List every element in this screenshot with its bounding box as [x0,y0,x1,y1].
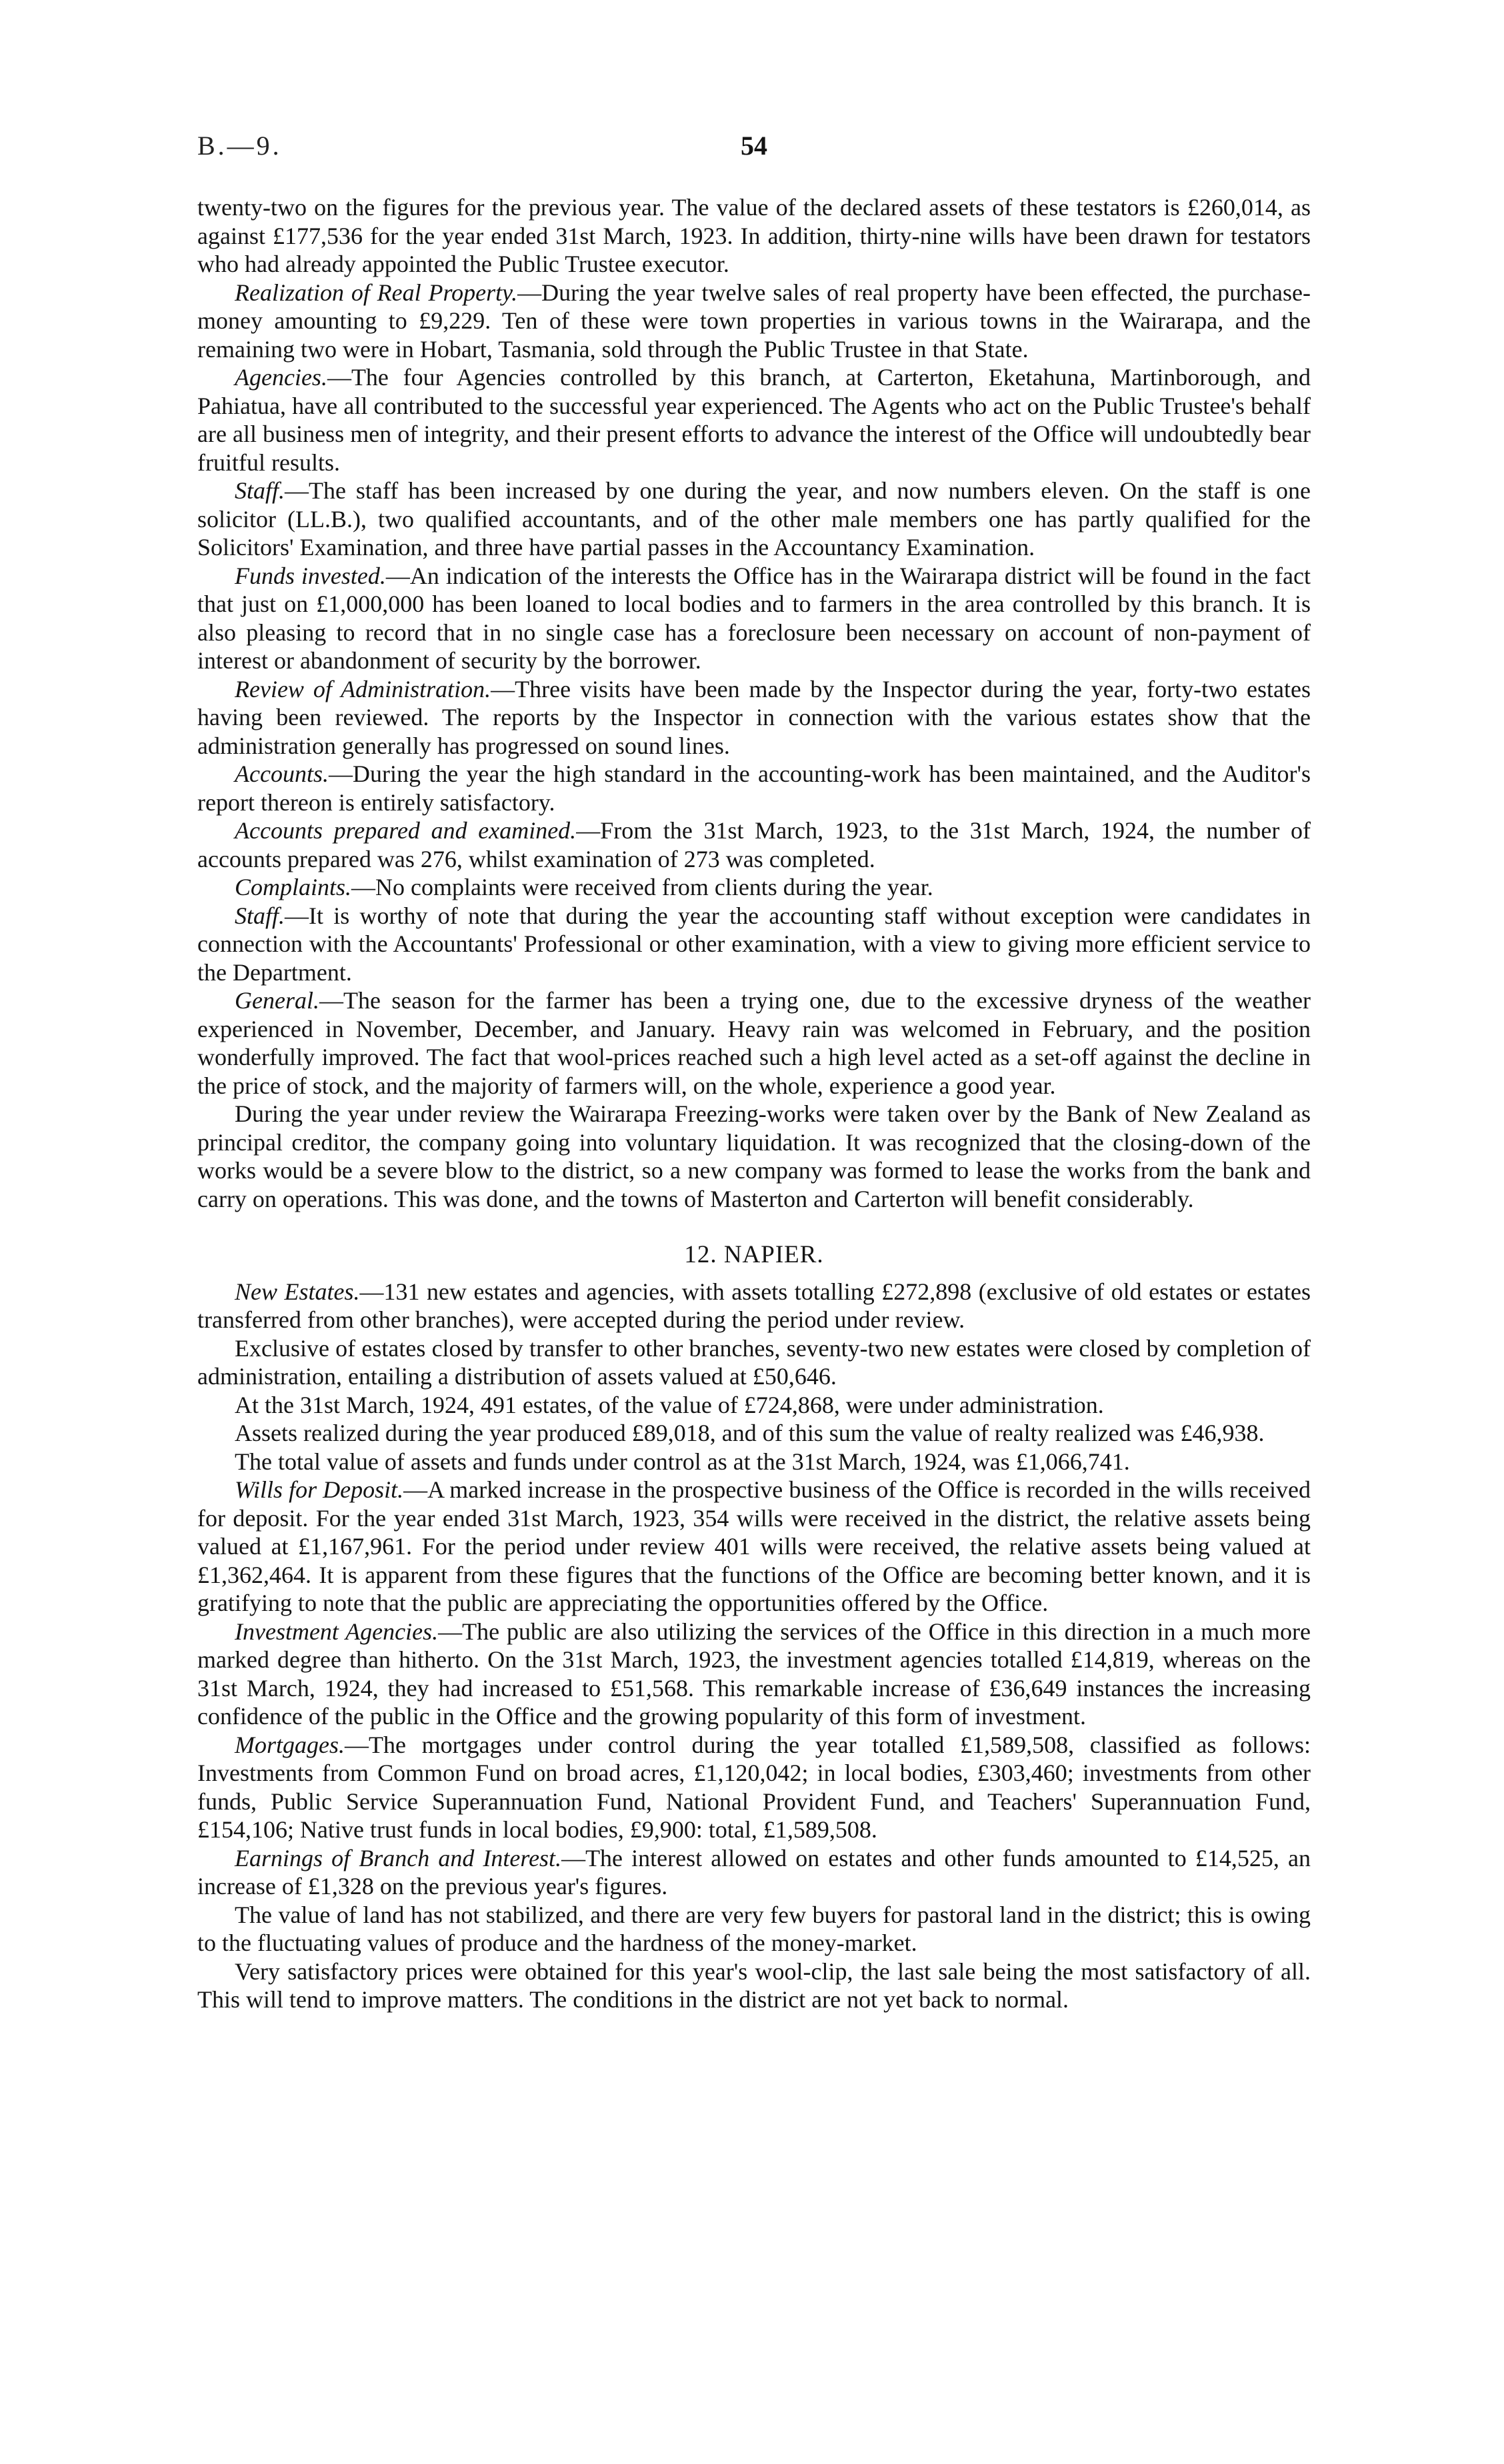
body-text [197,193,1311,2014]
paragraph-text: During the year under review the Wairarapa Freezing-works were taken over by the Bank of New Zealand as principal creditor, the company going into voluntary liquidation. It was recognized that the closing-down of the works would be a severe blow to the district, so a new company was formed to lease the works from the bank and carry on operations. This was done, and the towns of Masterton and Carterton will benefit considerably. [197,1100,1311,1212]
paragraph-investment-agencies [197,1618,1311,1731]
paragraph-accounts [197,760,1311,816]
paragraph-heading: Staff. [235,902,285,929]
paragraph-text: —During the year twelve sales of real property have been effected, the purchase-money amounting to £9,229. Ten of these were town properties in various towns in the Wairarapa, and the remaining two were in Hobart, Tasmania, sold through the Public Trustee in that State. [197,279,1311,363]
paragraph-text: The value of land has not stabilized, and there are very few buyers for pastoral land in the district; this is owing to the fluctuating values of produce and the hardness of the money-market. [197,1901,1311,1956]
paragraph-heading: New Estates. [235,1278,360,1305]
paragraph-closed-estates [197,1334,1311,1391]
paragraph-text: —From the 31st March, 1923, to the 31st March, 1924, the number of accounts prepared was 276, whilst examination of 273 was completed. [197,817,1311,872]
paragraph-text: —The public are also utilizing the services of the Office in this direction in a much more marked degree than hitherto. On the 31st March, 1923, the investment agencies totalled £14,819, whereas on the 31st March, 1924, they had increased to £51,568. This remarkable increase of £36,649 instances the increasing confidence of the public in the Office and the growing popularity of this form of investment. [197,1618,1311,1730]
document-reference: B.—9. [197,131,282,161]
paragraph-freezing-works [197,1100,1311,1213]
paragraph-mortgages [197,1731,1311,1844]
paragraph-heading: Funds invested. [235,562,386,589]
paragraph-staff-examinations [197,902,1311,987]
paragraph-text: Assets realized during the year produced £89,018, and of this sum the value of realty realized was £46,938. [235,1420,1265,1446]
paragraph-assets-realized [197,1419,1311,1448]
paragraph-review [197,675,1311,760]
paragraph-earnings [197,1844,1311,1901]
paragraph-text: —During the year the high standard in the accounting-work has been maintained, and the Auditor's report thereon is entirely satisfactory. [197,760,1311,816]
paragraph-complaints [197,873,1311,902]
paragraph-text: Very satisfactory prices were obtained for this year's wool-clip, the last sale being the most satisfactory of all. This will tend to improve matters. The conditions in the district are not yet back to normal. [197,1957,1311,2013]
paragraph-general [197,986,1311,1100]
paragraph-text: —The staff has been increased by one during the year, and now numbers eleven. On the staff is one solicitor (LL.B.), two qualified accountants, and of the other male members one has partly qualified for the Solicitors' Examination, and three have partial passes in the Accountancy Examination. [197,477,1311,561]
paragraph-text: —131 new estates and agencies, with assets totalling £272,898 (exclusive of old estates or estates transferred from other branches), were accepted during the period under review. [197,1278,1311,1333]
paragraph-new-estates [197,1278,1311,1334]
paragraph-heading: Accounts prepared and examined. [235,817,577,844]
paragraph-agencies [197,363,1311,477]
paragraph-text: —The mortgages under control during the year totalled £1,589,508, classified as follows: Investments from Common Fund on broad acres, £1,120,042; in local bodies, £303,460; investments from other funds, Public Service Superannuation Fund, National Provident Fund, and Teachers' Superannuation Fund, £154,106; Native trust funds in local bodies, £9,900: total, £1,589,508. [197,1731,1311,1843]
paragraph-heading: Mortgages. [235,1731,345,1758]
paragraph-text: —No complaints were received from clients during the year. [351,874,933,900]
paragraph-heading: Realization of Real Property. [235,279,518,306]
paragraph-text: —The interest allowed on estates and other funds amounted to £14,525, an increase of £1,328 on the previous year's figures. [197,1844,1311,1899]
paragraph-heading: Review of Administration. [235,675,491,702]
paragraph-accounts-prepared [197,816,1311,873]
paragraph-text: Exclusive of estates closed by transfer to other branches, seventy-two new estates were closed by completion of administration, entailing a distribution of assets valued at £50,646. [197,1334,1311,1390]
paragraph-text: —A marked increase in the prospective business of the Office is recorded in the wills received for deposit. For the year ended 31st March, 1923, 354 wills were received in the district, the relative assets being valued at £1,167,961. For the period under review 401 wills were received, the relative assets being valued at £1,362,464. It is apparent from these figures that the functions of the Office are becoming better known, and it is gratifying to note that the public are appreciating the opportunities offered by the Office. [197,1476,1311,1616]
paragraph-text: —Three visits have been made by the Inspector during the year, forty-two estates having been reviewed. The reports by the Inspector in connection with the various estates show that the administration generally has progressed on sound lines. [197,675,1311,759]
paragraph-wills [197,1476,1311,1618]
paragraph-text: At the 31st March, 1924, 491 estates, of the value of £724,868, were under administration. [235,1391,1104,1418]
paragraph-land-value [197,1901,1311,1957]
paragraph-heading: Investment Agencies. [235,1618,439,1645]
paragraph-heading: Staff. [235,477,285,504]
paragraph-heading: Wills for Deposit. [235,1476,404,1503]
paragraph-realization [197,279,1311,364]
paragraph-heading: Complaints. [235,874,352,900]
paragraph-text: —The season for the farmer has been a trying one, due to the excessive dryness of the weather experienced in November, December, and January. Heavy rain was welcomed in February, and the position wonderfully improved. The fact that wool-prices reached such a high level acted as a set-off against the decline in the price of stock, and the majority of farmers will, on the whole, experience a good year. [197,987,1311,1099]
paragraph-heading: Agencies. [235,364,327,391]
paragraph-under-administration [197,1391,1311,1420]
paragraph-heading: General. [235,987,319,1014]
page-number: 54 [741,131,767,161]
paragraph-staff [197,477,1311,562]
paragraph-text: —It is worthy of note that during the year the accounting staff without exception were candidates in connection with the Accountants' Professional or other examination, with a view to giving more efficient service to the Department. [197,902,1311,986]
paragraph-text: —An indication of the interests the Office has in the Wairarapa district will be found in the fact that just on £1,000,000 has been loaned to local bodies and to farmers in the area controlled by this branch. It is also pleasing to record that in no single case has a foreclosure been necessary on account of non-payment of interest or abandonment of security by the borrower. [197,562,1311,674]
paragraph-continued [197,193,1311,279]
paragraph-heading: Earnings of Branch and Interest. [235,1844,562,1871]
running-head [197,130,1311,170]
paragraph-heading: Accounts. [235,760,329,787]
section-heading-napier: 12. NAPIER. [684,1241,824,1268]
paragraph-total-value [197,1448,1311,1476]
paragraph-funds-invested [197,562,1311,675]
paragraph-text: —The four Agencies controlled by this branch, at Carterton, Eketahuna, Martinborough, and Pahiatua, have all contributed to the successful year experienced. The Agents who act on the Public Trustee's behalf are all business men of integrity, and their present efforts to advance the interest of the Office will undoubtedly bear fruitful results. [197,364,1311,476]
paragraph-text: The total value of assets and funds under control as at the 31st March, 1924, was £1,066,741. [235,1448,1130,1475]
paragraph-text: twenty-two on the figures for the previous year. The value of the declared assets of these testators is £260,014, as against £177,536 for the year ended 31st March, 1923. In addition, thirty-nine wills have been drawn for testators who had already appointed the Public Trustee executor. [197,194,1311,277]
paragraph-wool-clip [197,1957,1311,2014]
